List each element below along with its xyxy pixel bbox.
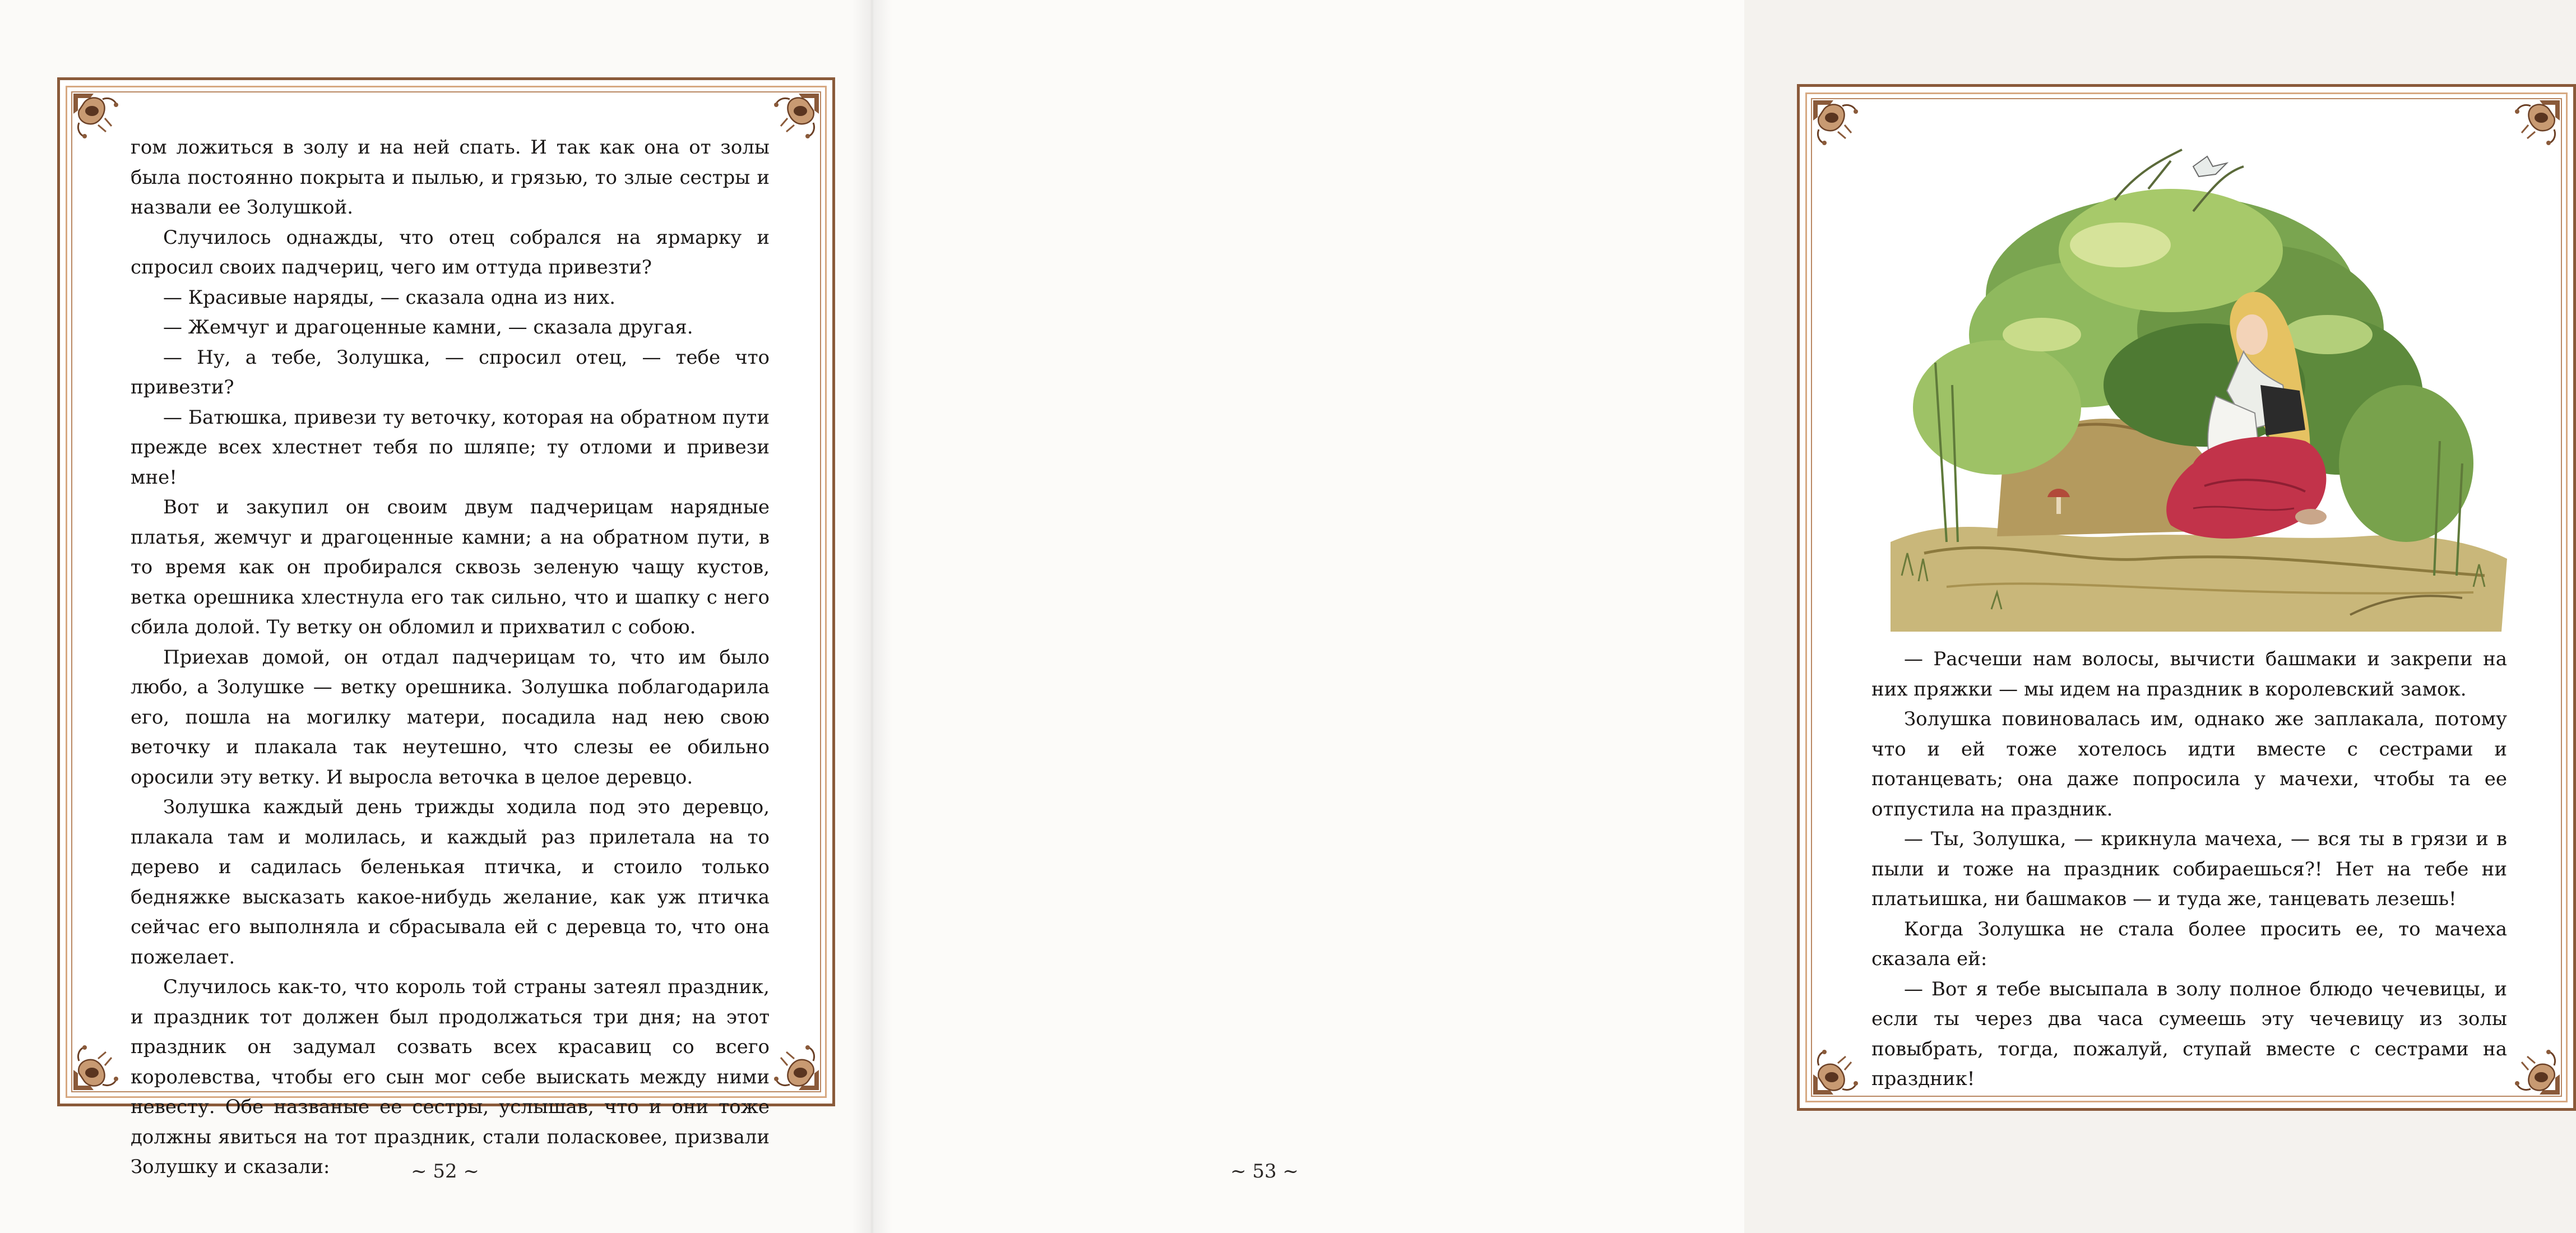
- page-number: ~ 52 ~: [411, 1160, 479, 1183]
- body-text: [1871, 645, 2507, 1095]
- paragraph: — Вот я тебе высыпала в золу полное блюдо чечевицы, и если ты через два часа сумеешь эту чечевицу из золы повыбрать, тогда, пожалуй, ступай вместе с сестрами на праздник!: [1871, 977, 2507, 1090]
- corner-ornament-icon: [773, 91, 821, 140]
- illustration: [1857, 150, 2524, 632]
- paragraph: Золушка повиновалась им, однако же заплакала, потому что и ей тоже хотелось идти вместе с сестрами и потанцевать; она даже попросила у мачехи, чтобы та ее отпустила на праздник.: [1871, 708, 2507, 821]
- paragraph: Случилось однажды, что отец собрался на ярмарку и спросил своих падчериц, чего им оттуда привезти?: [131, 226, 770, 279]
- paragraph: Золушка каждый день трижды ходила под это деревцо, плакала там и молилась, и каждый раз прилетала на то дерево и садилась беленькая птичка, и стоило только бедняжке высказать какое-нибудь желание, как уж птичка сейчас его выполняла и сбрасывала ей с деревца то, что она пожелает.: [131, 796, 770, 968]
- left-page: [0, 0, 872, 1233]
- page-number: ~ 53 ~: [1230, 1160, 1299, 1183]
- paragraph: Приехав домой, он отдал падчерицам то, что им было любо, а Золушке — ветку орешника. Золушка поблагодарила его, пошла на могилку матери, посадила над нею свою веточку и плакала так неутешно, что слезы ее обильно оросили эту ветку. И выросла веточка в целое деревцо.: [131, 646, 770, 789]
- paragraph: — Жемчуг и драгоценные камни, — сказала другая.: [163, 316, 693, 339]
- corner-ornament-icon: [2514, 1049, 2562, 1097]
- page-frame: [1797, 84, 2576, 1111]
- book-gutter: [852, 0, 892, 1233]
- paragraph: гом ложиться в золу и на ней спать. И так как она от золы была постоянно покрыта и пылью, и грязью, то злые сестры и назвали ее Золушкой.: [131, 136, 770, 219]
- corner-ornament-icon: [2514, 98, 2562, 146]
- body-text: [131, 133, 770, 1183]
- corner-ornament-icon: [773, 1044, 821, 1092]
- paragraph: Когда Золушка не стала более просить ее, то мачеха сказала ей:: [1871, 917, 2507, 970]
- paragraph: — Батюшка, привези ту веточку, которая на обратном пути прежде всех хлестнет тебя по шляпе; ту отломи и привези мне!: [131, 406, 770, 489]
- paragraph: Вот и закупил он своим двум падчерицам нарядные платья, жемчуг и драгоценные камни; а на обратном пути, в то время как он пробирался сквозь зеленую чащу кустов, ветка орешника хлестнула его так сильно, что и шапку с него сбила долой. Ту ветку он обломил и прихватил с собою.: [131, 496, 770, 638]
- corner-ornament-icon: [1811, 98, 1859, 146]
- corner-ornament-icon: [71, 1044, 119, 1092]
- paragraph: — Красивые наряды, — сказала одна из них.: [163, 286, 616, 309]
- corner-ornament-icon: [71, 91, 119, 140]
- paragraph: — Расчеши нам волосы, вычисти башмаки и закрепи на них пряжки — мы идем на праздник в королевский замок.: [1871, 648, 2507, 701]
- corner-ornament-icon: [1811, 1049, 1859, 1097]
- right-page: [872, 0, 2507, 1233]
- paragraph: Случилось как-то, что король той страны затеял праздник, и праздник тот должен был продолжаться три дня; на этот праздник он задумал созвать всех красавиц со всего королевства, чтобы его сын мог себе выискать между ними невесту. Обе названые ее сестры, услышав, что и они тоже должны явиться на тот праздник, стали поласковее, призвали Золушку и сказали:: [131, 976, 770, 1178]
- paragraph: — Ну, а тебе, Золушка, — спросил отец, — тебе что привезти?: [131, 346, 770, 398]
- paragraph: — Ты, Золушка, — крикнула мачеха, — вся ты в грязи и в пыли и тоже на праздник собираешься?! Нет на тебе ни платьишка, ни башмаков — и туда же, танцевать лезешь!: [1871, 828, 2507, 910]
